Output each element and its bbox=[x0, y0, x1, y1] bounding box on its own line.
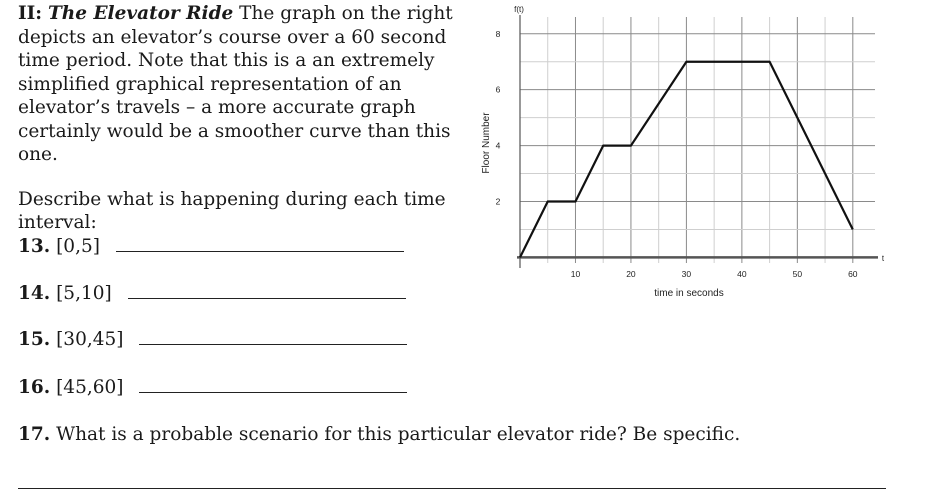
question-interval: [30,45] bbox=[56, 329, 124, 350]
section-label: II: bbox=[18, 3, 43, 24]
answer-blank-16[interactable] bbox=[139, 378, 407, 393]
tick-labels bbox=[496, 29, 858, 279]
question-text: What is a probable scenario for this particular elevator ride? Be specific. bbox=[56, 424, 741, 445]
y-axis-name: f(t) bbox=[514, 5, 524, 14]
question-number: 14. bbox=[18, 283, 51, 304]
x-tick-label: 10 bbox=[570, 269, 581, 279]
question-number: 13. bbox=[18, 236, 51, 257]
grid-lines bbox=[520, 17, 875, 263]
axes bbox=[517, 15, 878, 268]
question-17 bbox=[18, 424, 740, 445]
answer-blank-14[interactable] bbox=[128, 284, 406, 299]
question-16 bbox=[18, 377, 407, 398]
y-tick-label: 6 bbox=[495, 84, 501, 95]
x-tick-label: 40 bbox=[737, 269, 747, 279]
question-13 bbox=[18, 236, 404, 257]
elevator-graph bbox=[470, 0, 900, 310]
question-number: 17. bbox=[18, 424, 51, 445]
x-tick-label: 50 bbox=[792, 269, 803, 279]
x-axis-name: t bbox=[881, 254, 885, 263]
answer-blank-13[interactable] bbox=[116, 237, 404, 252]
y-tick-label: 2 bbox=[495, 196, 501, 207]
x-tick-label: 60 bbox=[848, 269, 858, 279]
question-15 bbox=[18, 329, 407, 350]
x-axis-label: time in seconds bbox=[654, 288, 724, 299]
section-title: The Elevator Ride bbox=[48, 3, 234, 24]
question-number: 15. bbox=[18, 329, 51, 350]
x-tick-label: 20 bbox=[626, 269, 636, 279]
question-number: 16. bbox=[18, 377, 51, 398]
answer-line-17[interactable] bbox=[18, 488, 886, 489]
intro-paragraph bbox=[18, 2, 468, 167]
y-axis-label: Floor Number bbox=[481, 112, 492, 174]
section-body: The graph on the right depicts an elevator’s course over a 60 second time period. Note that this is a an extremely simplified graphical representation of an elevator’s travels – a more accurate graph certainly would be a smoother curve than this one. bbox=[18, 3, 453, 165]
question-14 bbox=[18, 283, 406, 304]
describe-prompt: Describe what is happening during each time interval: bbox=[18, 189, 446, 233]
question-interval: [0,5] bbox=[56, 236, 100, 257]
y-tick-label: 4 bbox=[495, 140, 501, 151]
x-tick-label: 30 bbox=[681, 269, 692, 279]
answer-blank-15[interactable] bbox=[139, 330, 407, 345]
question-interval: [5,10] bbox=[56, 283, 112, 304]
y-tick-label: 8 bbox=[495, 28, 501, 39]
question-interval: [45,60] bbox=[56, 377, 124, 398]
